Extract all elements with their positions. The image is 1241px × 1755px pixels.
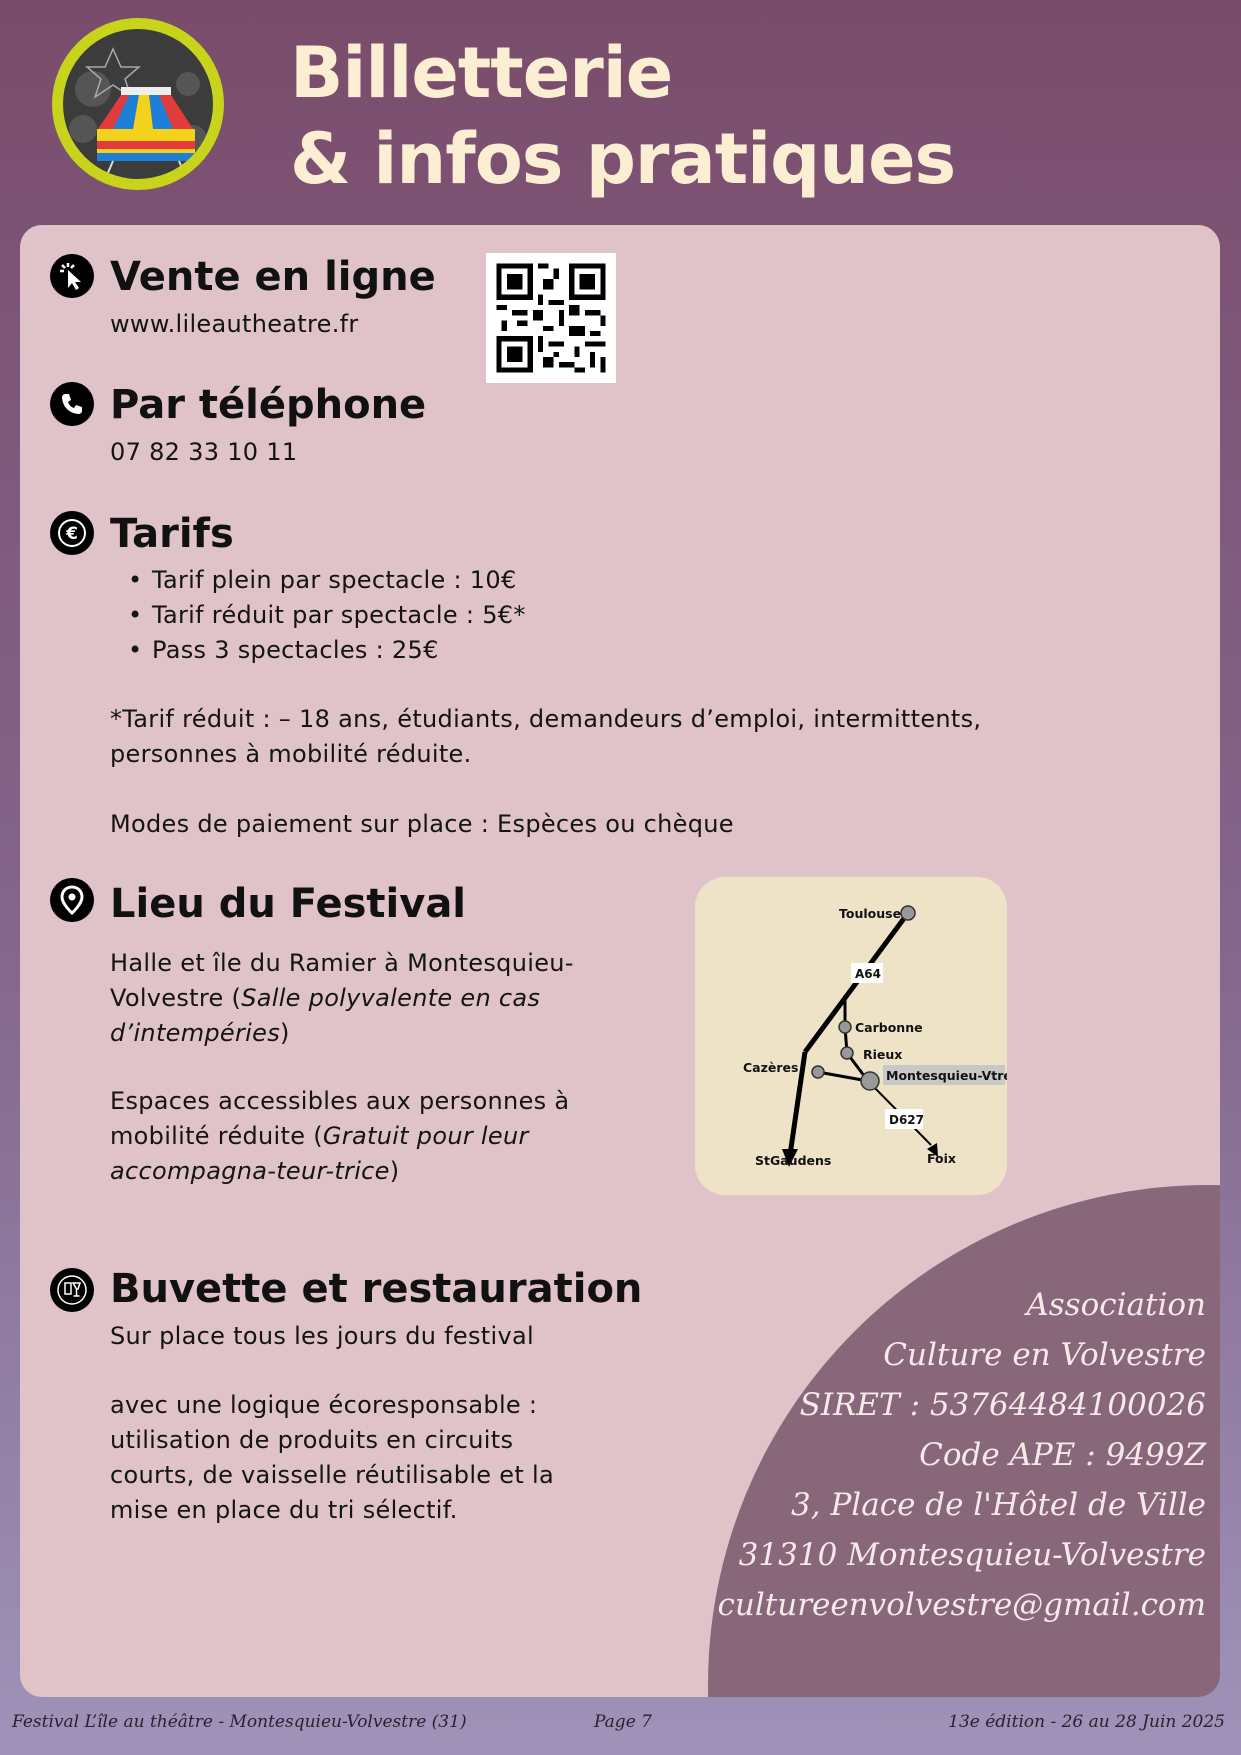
buvette-heading: Buvette et restauration [110, 1266, 643, 1312]
telephone-number[interactable]: 07 82 33 10 11 [110, 438, 298, 466]
association-ape: Code APE : 9499Z [919, 1437, 1206, 1473]
map-label-toulouse: Toulouse [839, 906, 902, 921]
association-city: 31310 Montesquieu-Volvestre [738, 1537, 1206, 1573]
festival-logo [52, 18, 224, 190]
euro-icon [50, 511, 94, 555]
svg-text:€: € [66, 524, 78, 544]
map-label-foix: Foix [927, 1151, 956, 1166]
association-siret: SIRET : 53764484100026 [799, 1387, 1206, 1423]
cursor-click-icon [50, 254, 94, 298]
phone-icon [50, 382, 94, 426]
map-label-stgaudens: StGaudens [755, 1153, 832, 1168]
payment-modes: Modes de paiement sur place : Espèces ou chèque [110, 810, 734, 838]
map-label-a64: A64 [855, 967, 881, 981]
location-map [695, 877, 1007, 1195]
map-label-montesquieu: Montesquieu-Vtre [886, 1068, 1007, 1083]
association-email[interactable]: cultureenvolvestre@gmail.com [717, 1587, 1206, 1623]
map-label-rieux: Rieux [863, 1047, 903, 1062]
buvette-description: avec une logique écoresponsable : utilisation de produits en circuits courts, de vaisselle réutilisable et la mise en place du tri sélectif. [110, 1391, 554, 1524]
title-line-1: Billetterie [290, 32, 673, 114]
glass-icon [50, 1268, 94, 1312]
title-line-2: & infos pratiques [290, 118, 956, 200]
association-address: 3, Place de l'Hôtel de Ville [791, 1487, 1206, 1523]
tarifs-note: *Tarif réduit : – 18 ans, étudiants, demandeurs d’emploi, intermittents, personnes à mobilité réduite. [110, 705, 982, 768]
page-title [290, 30, 955, 202]
buvette-intro: Sur place tous les jours du festival [110, 1322, 534, 1350]
lieu-description: Halle et île du Ramier à Montesquieu- Volvestre (Salle polyvalente en cas d’intempéries) [110, 949, 574, 1047]
association-name: Association [1026, 1287, 1206, 1323]
association-name-2: Culture en Volvestre [883, 1337, 1206, 1373]
footer-left: Festival L’île au théâtre - Montesquieu-Volvestre (31) [12, 1712, 467, 1732]
tarifs-heading: Tarifs [110, 511, 234, 557]
footer-page-number: Page 7 [594, 1712, 652, 1732]
vente-url[interactable]: www.lileautheatre.fr [110, 310, 359, 338]
telephone-heading: Par téléphone [110, 382, 427, 428]
lieu-accessibility: Espaces accessibles aux personnes à mobilité réduite (Gratuit pour leur accompagna-teur-trice) [110, 1087, 570, 1185]
qr-code [486, 253, 616, 383]
map-label-d627: D627 [889, 1113, 925, 1127]
map-label-carbonne: Carbonne [855, 1020, 923, 1035]
tarif-item: • Tarif plein par spectacle : 10€ [110, 563, 526, 598]
footer-right: 13e édition - 26 au 28 Juin 2025 [948, 1712, 1225, 1732]
lieu-heading: Lieu du Festival [110, 881, 467, 927]
association-info [718, 1280, 1206, 1630]
tarif-item: • Tarif réduit par spectacle : 5€* [110, 598, 526, 633]
map-pin-icon [50, 878, 94, 922]
tarif-item: • Pass 3 spectacles : 25€ [110, 633, 526, 668]
vente-heading: Vente en ligne [110, 254, 436, 300]
map-label-cazeres: Cazères [743, 1060, 799, 1075]
tarifs-list [110, 563, 526, 668]
